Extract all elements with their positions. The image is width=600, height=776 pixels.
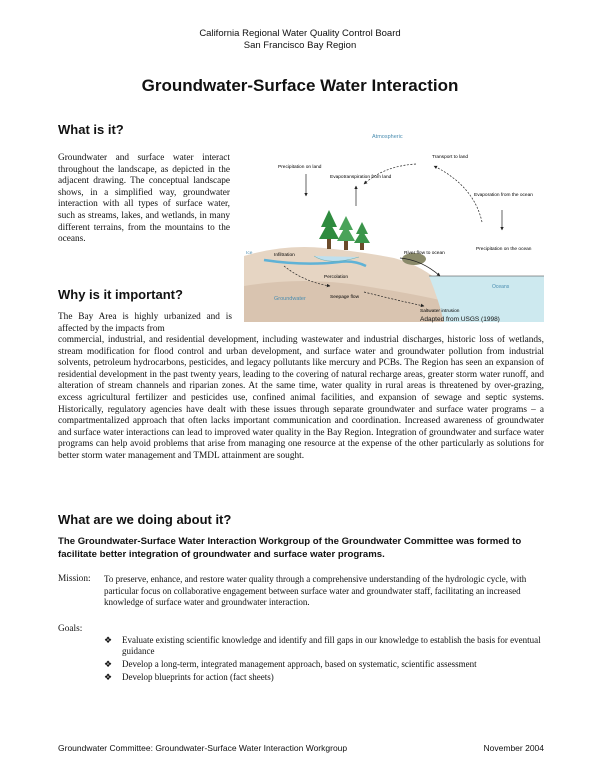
list-item	[104, 672, 544, 683]
diagram-credit: Adapted from USGS (1998)	[420, 316, 500, 323]
header-region: San Francisco Bay Region	[243, 40, 357, 51]
workgroup-lead: The Groundwater-Surface Water Interaction Workgroup of the Groundwater Committee was formed to facilitate better integration of groundwater and surface water programs.	[58, 536, 522, 560]
footer-date: November 2004	[483, 743, 544, 753]
diagram-label-precip-ocean: Precipitation on the ocean	[476, 247, 532, 252]
hydrologic-cycle-diagram	[244, 126, 544, 322]
section-why-paragraph-start: The Bay Area is highly urbanized and is affected by the impacts from	[58, 312, 232, 334]
diagram-label-transport: Transport to land	[432, 155, 469, 160]
diagram-label-seepage: Seepage flow	[330, 295, 360, 300]
header-agency: California Regional Water Quality Control Board	[199, 28, 401, 39]
goal-text: Develop a long-term, integrated management approach, based on systematic, scientific assessment	[122, 659, 477, 669]
diagram-label-atmosphere: Atmospheric	[372, 134, 403, 140]
diamond-bullet-icon: ❖	[104, 659, 113, 669]
goal-text: Develop blueprints for action (fact sheets)	[122, 672, 274, 682]
diagram-label-groundwater: Groundwater	[274, 296, 306, 302]
page-title: Groundwater-Surface Water Interaction	[141, 76, 459, 95]
diagram-label-ocean: Oceans	[492, 284, 510, 290]
diagram-label-saltwater: Saltwater intrusion	[420, 309, 460, 314]
diagram-label-evapotranspiration: Evapotranspiration from land	[330, 175, 392, 180]
mission-label: Mission:	[58, 574, 91, 584]
diagram-label-percolation: Percolation	[324, 275, 348, 280]
diagram-label-river-flow: River flow to ocean	[404, 251, 445, 256]
section-what-paragraph: Groundwater and surface water interact throughout the landscape, as depicted in the adjacent drawing. The conceptual landscape shows, in a simplified way, groundwater interaction with all types of surface water, such as streams, lakes, and wetlands, in many different terrains, from the mountains to the oceans.	[58, 153, 230, 245]
section-heading-doing: What are we doing about it?	[58, 512, 232, 527]
section-heading-why: Why is it important?	[58, 287, 183, 302]
section-heading-what: What is it?	[58, 122, 124, 137]
goal-text: Evaluate existing scientific knowledge and identify and fill gaps in our knowledge to establish the basis for eventual guidance	[122, 635, 541, 656]
diagram-label-infiltration: Infiltration	[274, 253, 295, 258]
diamond-bullet-icon: ❖	[104, 635, 113, 645]
diagram-label-precip-left: Precipitation on land	[278, 165, 322, 170]
diamond-bullet-icon: ❖	[104, 672, 113, 682]
section-why-paragraph: commercial, industrial, and residential development, including wastewater and industrial discharges, historic loss of wetlands, stream modification for flood control and urban development, and surface water and groundwater pollution from industrial solvents, petroleum hydrocarbons, pesticides, and legacy pollutants like mercury and PCBs. The Region has seen an expansion of residential development in the past twenty years, leading to the covering of natural recharge areas, greater storm water runoff, and alteration of stream channels and riparian zones. At the same time, water quality in rural areas is threatened by over-grazing, excess agricultural fertilizer and pesticides use, confined animal facilities, and expansion of sewage and septic systems. Historically, regulatory agencies have dealt with these issues through separate groundwater and surface water programs – a compartmentalized approach that often lacks important communication and coordination. Increased awareness of groundwater and surface water interactions can lead to improved water quality in the Bay Region. Integration of groundwater and surface water programs can help avoid problems that arise from managing one resource at the expense of the other particularly as solutions for better storm water management and TMDL attainment are sought.	[58, 335, 544, 461]
goals-label: Goals:	[58, 624, 83, 634]
diagram-label-evaporation-ocean: Evaporation from the ocean	[474, 193, 533, 198]
footer-left: Groundwater Committee: Groundwater-Surface Water Interaction Workgroup	[58, 743, 348, 753]
page-footer	[58, 743, 544, 753]
mission-text: To preserve, enhance, and restore water quality through a comprehensive understanding of the hydrologic cycle, with particular focus on collaborative engagement between surface water and groundwater staff, facilitating an increased knowledge of surface water and groundwater interaction.	[104, 574, 527, 608]
list-item	[104, 659, 544, 670]
page-header	[0, 28, 600, 52]
diagram-label-ice: Ice	[246, 251, 253, 256]
list-item	[104, 635, 544, 657]
goals-list	[104, 635, 544, 685]
